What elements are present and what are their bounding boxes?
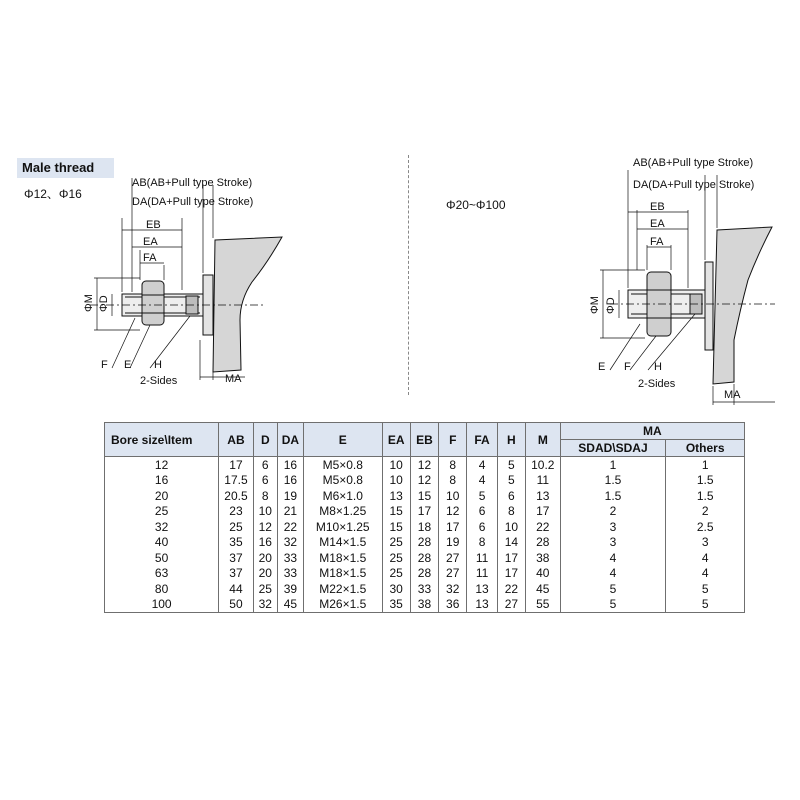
table-cell: 17 (497, 550, 525, 566)
table-cell: 19 (439, 535, 467, 551)
table-cell: M22×1.5 (303, 581, 382, 597)
table-cell: 2 (560, 504, 666, 520)
table-cell: 33 (410, 581, 438, 597)
table-cell: 1.5 (560, 488, 666, 504)
table-row (105, 566, 745, 582)
table-cell: 37 (219, 566, 254, 582)
table-cell: M8×1.25 (303, 504, 382, 520)
table-cell: 35 (382, 597, 410, 613)
header-ma-sdad-sdaj: SDAD\SDAJ (560, 440, 666, 457)
table-cell: 4 (666, 550, 745, 566)
table-cell: 11 (467, 566, 497, 582)
header-da: DA (277, 423, 303, 457)
table-cell: 3 (560, 535, 666, 551)
table-cell: 8 (439, 473, 467, 489)
table-cell: 5 (666, 597, 745, 613)
table-cell: 10 (497, 519, 525, 535)
table-cell: 10 (382, 457, 410, 473)
table-cell: 15 (382, 519, 410, 535)
table-cell: 12 (439, 504, 467, 520)
table-cell: 22 (277, 519, 303, 535)
table-row (105, 581, 745, 597)
section-divider (408, 155, 409, 395)
table-row (105, 457, 745, 473)
table-cell: 20 (253, 550, 277, 566)
table-cell: 19 (277, 488, 303, 504)
table-cell: 2.5 (666, 519, 745, 535)
right-label-two-sides: 2-Sides (638, 378, 676, 390)
table-cell: 22 (526, 519, 561, 535)
table-cell: 21 (277, 504, 303, 520)
table-cell: 15 (410, 488, 438, 504)
left-label-eb: EB (146, 219, 161, 231)
table-cell: 25 (382, 535, 410, 551)
left-label-phi-m: ΦM (83, 294, 95, 312)
table-cell: 10.2 (526, 457, 561, 473)
table-cell: 45 (277, 597, 303, 613)
table-cell: 5 (560, 581, 666, 597)
right-label-f: F (624, 361, 631, 373)
table-cell: M5×0.8 (303, 457, 382, 473)
table-cell: 25 (382, 566, 410, 582)
table-cell: 6 (253, 473, 277, 489)
table-cell: 20 (105, 488, 219, 504)
table-cell: 1 (560, 457, 666, 473)
table-cell: 4 (467, 457, 497, 473)
table-cell: 4 (467, 473, 497, 489)
table-cell: 10 (253, 504, 277, 520)
table-cell: 2 (666, 504, 745, 520)
left-label-h: H (154, 359, 162, 371)
table-cell: 63 (105, 566, 219, 582)
table-cell: 11 (467, 550, 497, 566)
table-row (105, 597, 745, 613)
table-cell: 27 (439, 550, 467, 566)
left-label-f: F (101, 359, 108, 371)
left-label-fa: FA (143, 252, 157, 264)
table-cell: 28 (410, 535, 438, 551)
table-cell: 10 (439, 488, 467, 504)
table-cell: 17 (219, 457, 254, 473)
table-cell: 32 (105, 519, 219, 535)
left-label-two-sides: 2-Sides (140, 375, 178, 387)
table-cell: 12 (105, 457, 219, 473)
table-cell: 5 (467, 488, 497, 504)
table-cell: 5 (666, 581, 745, 597)
table-cell: 28 (526, 535, 561, 551)
table-cell: 6 (467, 519, 497, 535)
right-label-phi-m: ΦM (589, 296, 601, 314)
right-rod-drawing (500, 0, 800, 420)
table-cell: 16 (277, 457, 303, 473)
table-cell: 25 (253, 581, 277, 597)
left-bore-sizes: Φ12、Φ16 (24, 187, 82, 201)
table-cell: 16 (253, 535, 277, 551)
table-cell: 6 (497, 488, 525, 504)
table-cell: 25 (382, 550, 410, 566)
table-cell: 40 (105, 535, 219, 551)
table-cell: 27 (497, 597, 525, 613)
table-cell: 55 (526, 597, 561, 613)
table-cell: 12 (410, 473, 438, 489)
header-d: D (253, 423, 277, 457)
table-cell: 13 (467, 597, 497, 613)
table-cell: 17 (526, 504, 561, 520)
table-cell: 30 (382, 581, 410, 597)
header-fa: FA (467, 423, 497, 457)
table-cell: 38 (410, 597, 438, 613)
table-cell: 6 (467, 504, 497, 520)
table-cell: 40 (526, 566, 561, 582)
table-cell: 14 (497, 535, 525, 551)
right-label-ea: EA (650, 218, 665, 230)
table-cell: 33 (277, 550, 303, 566)
table-cell: M5×0.8 (303, 473, 382, 489)
table-cell: 100 (105, 597, 219, 613)
table-cell: 1.5 (560, 473, 666, 489)
table-cell: 36 (439, 597, 467, 613)
left-label-ea: EA (143, 236, 158, 248)
right-label-ab: AB(AB+Pull type Stroke) (633, 157, 754, 169)
table-cell: 25 (105, 504, 219, 520)
table-cell: 8 (253, 488, 277, 504)
table-cell: 25 (219, 519, 254, 535)
table-cell: 80 (105, 581, 219, 597)
right-label-ma: MA (724, 389, 741, 401)
table-cell: 8 (497, 504, 525, 520)
header-eb: EB (410, 423, 438, 457)
table-cell: 32 (439, 581, 467, 597)
table-cell: M14×1.5 (303, 535, 382, 551)
right-label-e: E (598, 361, 606, 373)
table-cell: 11 (526, 473, 561, 489)
table-cell: 16 (277, 473, 303, 489)
table-cell: 13 (467, 581, 497, 597)
right-bore-sizes: Φ20~Φ100 (446, 198, 506, 212)
table-cell: 1 (666, 457, 745, 473)
header-ma: MA (560, 423, 744, 440)
left-label-ma: MA (225, 373, 242, 385)
table-cell: M18×1.5 (303, 566, 382, 582)
left-rod-drawing (0, 0, 300, 400)
table-cell: 50 (219, 597, 254, 613)
table-cell: 37 (219, 550, 254, 566)
table-row (105, 473, 745, 489)
table-cell: 45 (526, 581, 561, 597)
right-label-da: DA(DA+Pull type Stroke) (633, 179, 755, 191)
header-ea: EA (382, 423, 410, 457)
table-cell: 28 (410, 566, 438, 582)
header-ab: AB (219, 423, 254, 457)
section-heading: Male thread (17, 158, 114, 178)
table-cell: 17 (497, 566, 525, 582)
table-cell: M6×1.0 (303, 488, 382, 504)
table-cell: 3 (560, 519, 666, 535)
table-row (105, 488, 745, 504)
table-cell: 8 (439, 457, 467, 473)
table-cell: 32 (253, 597, 277, 613)
table-cell: 33 (277, 566, 303, 582)
table-cell: 6 (253, 457, 277, 473)
dimension-table (104, 422, 745, 613)
table-cell: 13 (382, 488, 410, 504)
table-cell: 15 (382, 504, 410, 520)
table-cell: M10×1.25 (303, 519, 382, 535)
table-cell: 28 (410, 550, 438, 566)
table-row (105, 550, 745, 566)
header-h: H (497, 423, 525, 457)
table-cell: 35 (219, 535, 254, 551)
table-row (105, 519, 745, 535)
table-cell: 23 (219, 504, 254, 520)
table-cell: M18×1.5 (303, 550, 382, 566)
table-cell: 38 (526, 550, 561, 566)
right-label-phi-d: ΦD (605, 297, 617, 314)
table-row (105, 504, 745, 520)
left-label-da: DA(DA+Pull type Stroke) (132, 196, 254, 208)
table-cell: 5 (560, 597, 666, 613)
table-cell: 4 (560, 550, 666, 566)
header-f: F (439, 423, 467, 457)
table-cell: 10 (382, 473, 410, 489)
table-cell: 1.5 (666, 473, 745, 489)
table-cell: M26×1.5 (303, 597, 382, 613)
table-cell: 22 (497, 581, 525, 597)
header-e: E (303, 423, 382, 457)
right-label-fa: FA (650, 236, 664, 248)
table-cell: 5 (497, 457, 525, 473)
table-cell: 8 (467, 535, 497, 551)
header-bore-size: Bore size\Item (105, 423, 219, 457)
table-cell: 16 (105, 473, 219, 489)
table-cell: 1.5 (666, 488, 745, 504)
header-m: M (526, 423, 561, 457)
table-cell: 20 (253, 566, 277, 582)
table-cell: 5 (497, 473, 525, 489)
table-cell: 44 (219, 581, 254, 597)
table-cell: 4 (560, 566, 666, 582)
table-cell: 20.5 (219, 488, 254, 504)
table-cell: 3 (666, 535, 745, 551)
table-cell: 39 (277, 581, 303, 597)
table-cell: 12 (410, 457, 438, 473)
left-label-ab: AB(AB+Pull type Stroke) (132, 177, 253, 189)
header-ma-others: Others (666, 440, 745, 457)
right-label-h: H (654, 361, 662, 373)
table-cell: 32 (277, 535, 303, 551)
left-label-phi-d: ΦD (98, 295, 110, 312)
table-cell: 13 (526, 488, 561, 504)
table-cell: 17.5 (219, 473, 254, 489)
table-cell: 12 (253, 519, 277, 535)
table-cell: 17 (439, 519, 467, 535)
right-label-eb: EB (650, 201, 665, 213)
table-cell: 18 (410, 519, 438, 535)
table-row (105, 535, 745, 551)
table-cell: 27 (439, 566, 467, 582)
left-label-e: E (124, 359, 132, 371)
table-cell: 4 (666, 566, 745, 582)
table-cell: 17 (410, 504, 438, 520)
table-cell: 50 (105, 550, 219, 566)
